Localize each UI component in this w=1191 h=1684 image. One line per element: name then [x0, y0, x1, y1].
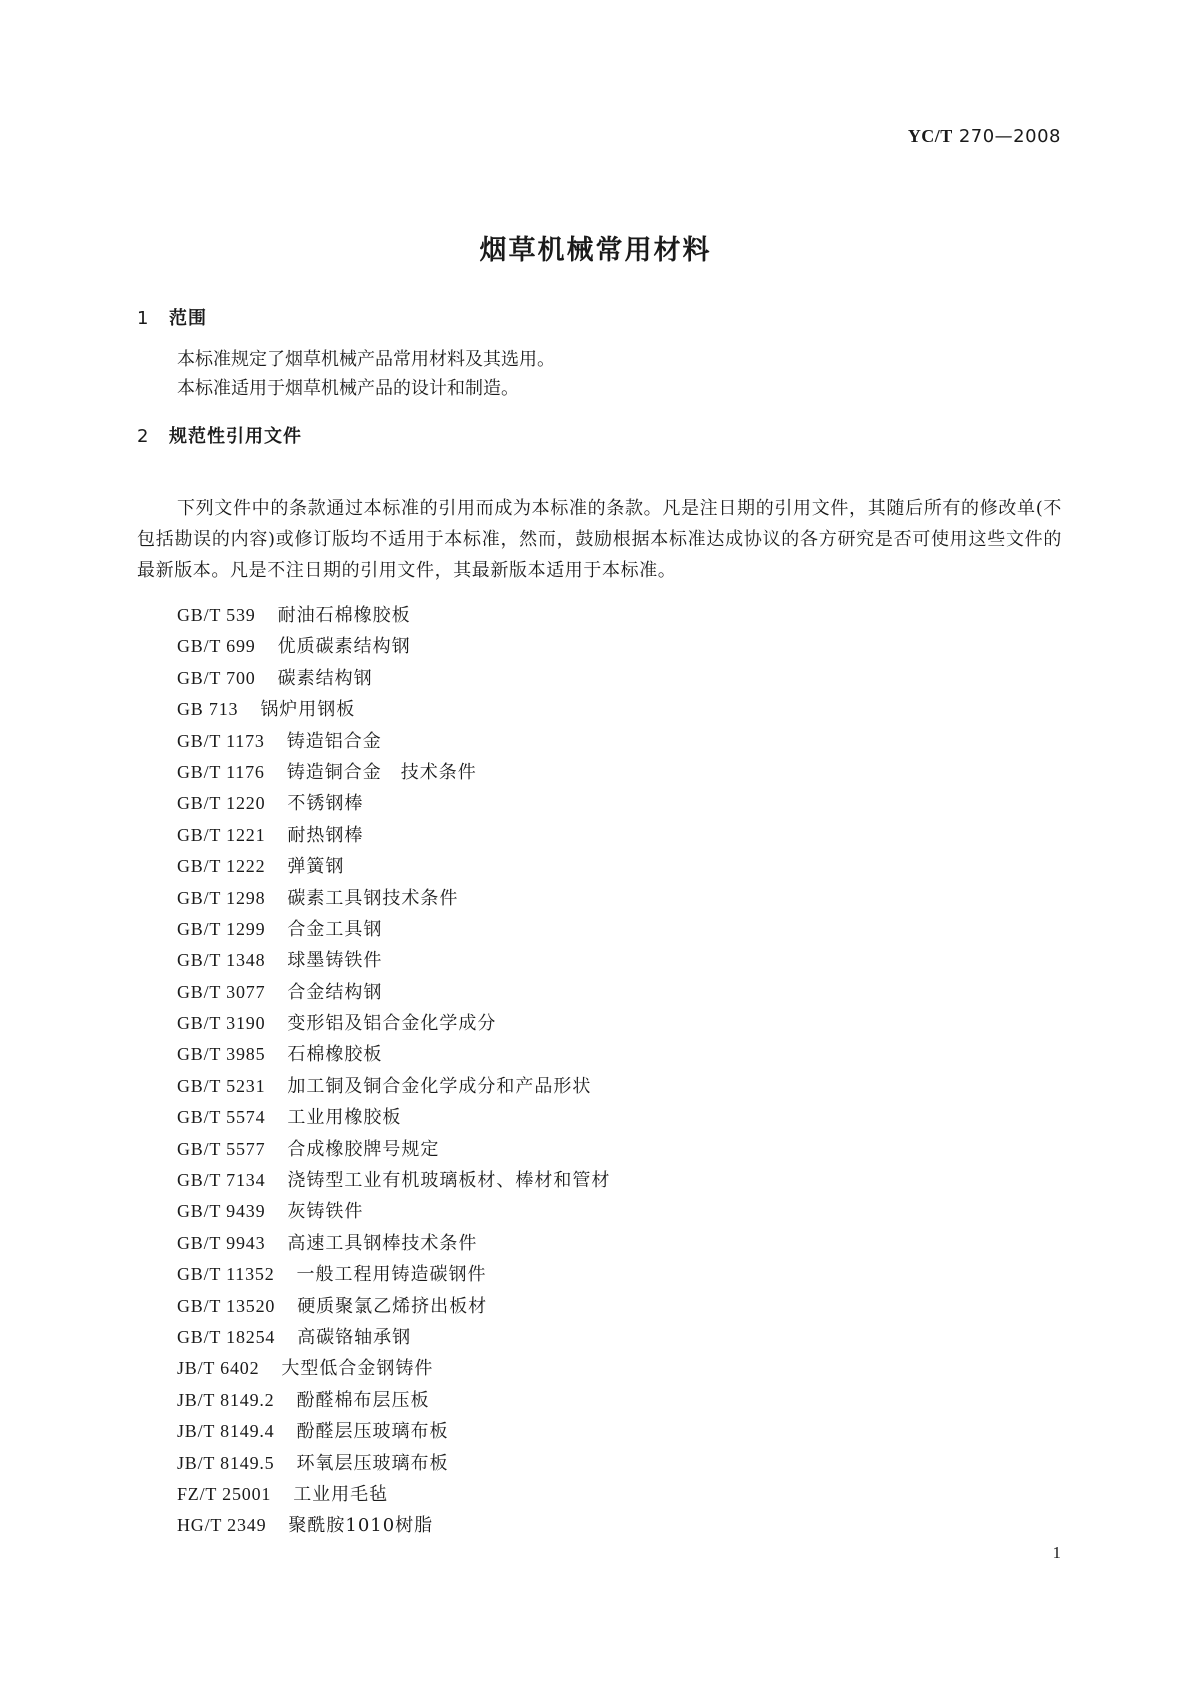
reference-name: 优质碳素结构钢 [277, 636, 411, 658]
section-2-intro-paragraph: 下列文件中的条款通过本标准的引用而成为本标准的条款。凡是注日期的引用文件，其随后所有的修改单(不包括勘误的内容)或修订版均不适用于本标准，然而，鼓励根据本标准达成协议的各方研究是否可使用这些文件的最新版本。凡是不注日期的引用文件，其最新版本适用于本标准。 [137, 498, 1062, 581]
reference-name: 变形铝及铝合金化学成分 [287, 1013, 497, 1035]
reference-item [177, 631, 610, 662]
reference-item [177, 1448, 610, 1479]
reference-code: GB/T 9439 [177, 1201, 266, 1222]
reference-item [177, 1385, 610, 1416]
reference-code: HG/T 2349 [177, 1515, 267, 1536]
reference-name: 一般工程用铸造碳钢件 [296, 1264, 487, 1286]
reference-code: GB/T 1299 [177, 918, 266, 939]
reference-code: GB/T 18254 [177, 1326, 276, 1347]
reference-name: 大型低合金钢铸件 [281, 1358, 434, 1380]
normative-references-list [177, 600, 610, 1542]
reference-item [177, 1039, 610, 1070]
reference-name: 耐热钢棒 [287, 824, 364, 846]
reference-item [177, 914, 610, 945]
reference-name: 聚酰胺1010树脂 [288, 1515, 434, 1537]
section-1-title: 范围 [169, 308, 207, 329]
reference-code: GB 713 [177, 699, 239, 720]
reference-name: 合成橡胶牌号规定 [287, 1138, 440, 1160]
reference-item [177, 1353, 610, 1384]
reference-code: GB/T 3077 [177, 981, 266, 1002]
reference-item [177, 1228, 610, 1259]
reference-name: 浇铸型工业有机玻璃板材、棒材和管材 [287, 1170, 611, 1192]
section-2-number: 2 [137, 426, 150, 447]
reference-name: 高碳铬轴承钢 [297, 1326, 412, 1348]
reference-item [177, 1134, 610, 1165]
reference-code: JB/T 8149.2 [177, 1389, 275, 1410]
reference-code: GB/T 700 [177, 667, 256, 688]
reference-item [177, 1008, 610, 1039]
reference-item [177, 945, 610, 976]
reference-code: GB/T 539 [177, 605, 256, 625]
reference-item [177, 977, 610, 1008]
reference-code: GB/T 5231 [177, 1075, 266, 1096]
reference-name: 工业用橡胶板 [287, 1107, 402, 1129]
reference-code: GB/T 5577 [177, 1138, 266, 1159]
reference-code: GB/T 3190 [177, 1013, 266, 1034]
reference-name: 铸造铝合金 [286, 730, 382, 752]
reference-code: GB/T 7134 [177, 1170, 266, 1191]
reference-code: GB/T 5574 [177, 1107, 266, 1128]
reference-code: GB/T 1222 [177, 856, 266, 877]
reference-name: 碳素工具钢技术条件 [287, 887, 459, 909]
reference-item [177, 788, 610, 819]
reference-item [177, 883, 610, 914]
reference-code: JB/T 8149.5 [177, 1452, 275, 1473]
reference-item [177, 663, 610, 694]
reference-item [177, 1322, 610, 1353]
reference-code: GB/T 13520 [177, 1295, 276, 1316]
reference-name: 酚醛棉布层压板 [296, 1389, 430, 1411]
reference-name: 酚醛层压玻璃布板 [296, 1421, 449, 1443]
reference-code: JB/T 8149.4 [177, 1421, 275, 1442]
reference-name: 锅炉用钢板 [260, 699, 356, 721]
reference-code: GB/T 1348 [177, 950, 266, 971]
reference-code: GB/T 9943 [177, 1232, 266, 1253]
reference-item [177, 1291, 610, 1322]
reference-name: 球墨铸铁件 [287, 950, 383, 972]
reference-name: 铸造铜合金 技术条件 [286, 761, 477, 783]
reference-code: GB/T 1173 [177, 730, 265, 751]
standard-code [908, 126, 1061, 147]
reference-name: 加工铜及铜合金化学成分和产品形状 [287, 1075, 592, 1097]
reference-item [177, 1259, 610, 1290]
reference-name: 环氧层压玻璃布板 [296, 1452, 449, 1474]
reference-name: 硬质聚氯乙烯挤出板材 [297, 1295, 488, 1317]
reference-name: 石棉橡胶板 [287, 1044, 383, 1066]
reference-item [177, 1165, 610, 1196]
section-1-number: 1 [137, 308, 150, 329]
reference-name: 高速工具钢棒技术条件 [287, 1232, 478, 1254]
reference-name: 不锈钢棒 [287, 793, 364, 815]
reference-code: GB/T 1220 [177, 793, 266, 814]
reference-item [177, 726, 610, 757]
reference-item [177, 1479, 610, 1510]
reference-item [177, 757, 610, 788]
section-2-heading [137, 422, 302, 448]
reference-item [177, 1071, 610, 1102]
reference-code: FZ/T 25001 [177, 1483, 272, 1504]
reference-item [177, 600, 610, 631]
section-1-paragraph-1: 本标准规定了烟草机械产品常用材料及其选用。 [177, 349, 555, 370]
reference-item [177, 1416, 610, 1447]
standard-code-prefix: YC/T [907, 126, 953, 146]
reference-name: 合金工具钢 [287, 918, 383, 940]
reference-item [177, 1102, 610, 1133]
page-number: 1 [1052, 1543, 1061, 1562]
section-2-title: 规范性引用文件 [169, 426, 302, 447]
reference-name: 弹簧钢 [287, 856, 345, 878]
reference-code: JB/T 6402 [177, 1358, 260, 1379]
reference-name: 耐油石棉橡胶板 [277, 605, 411, 626]
reference-item [177, 1196, 610, 1227]
reference-code: GB/T 699 [177, 636, 256, 657]
reference-item [177, 694, 610, 725]
reference-name: 碳素结构钢 [277, 667, 373, 689]
document-title: 烟草机械常用材料 [479, 235, 712, 266]
reference-name: 工业用毛毡 [293, 1483, 389, 1505]
reference-item [177, 820, 610, 851]
reference-code: GB/T 11352 [177, 1264, 275, 1285]
reference-code: GB/T 1221 [177, 824, 266, 845]
reference-code: GB/T 1176 [177, 761, 265, 782]
section-1-heading [137, 304, 207, 330]
reference-item [177, 851, 610, 882]
reference-item [177, 1510, 610, 1541]
reference-code: GB/T 1298 [177, 887, 266, 908]
reference-code: GB/T 3985 [177, 1044, 266, 1065]
section-1-paragraph-2: 本标准适用于烟草机械产品的设计和制造。 [177, 378, 519, 399]
standard-code-number: 270—2008 [958, 126, 1061, 147]
reference-name: 灰铸铁件 [287, 1201, 364, 1223]
reference-name: 合金结构钢 [287, 981, 383, 1003]
